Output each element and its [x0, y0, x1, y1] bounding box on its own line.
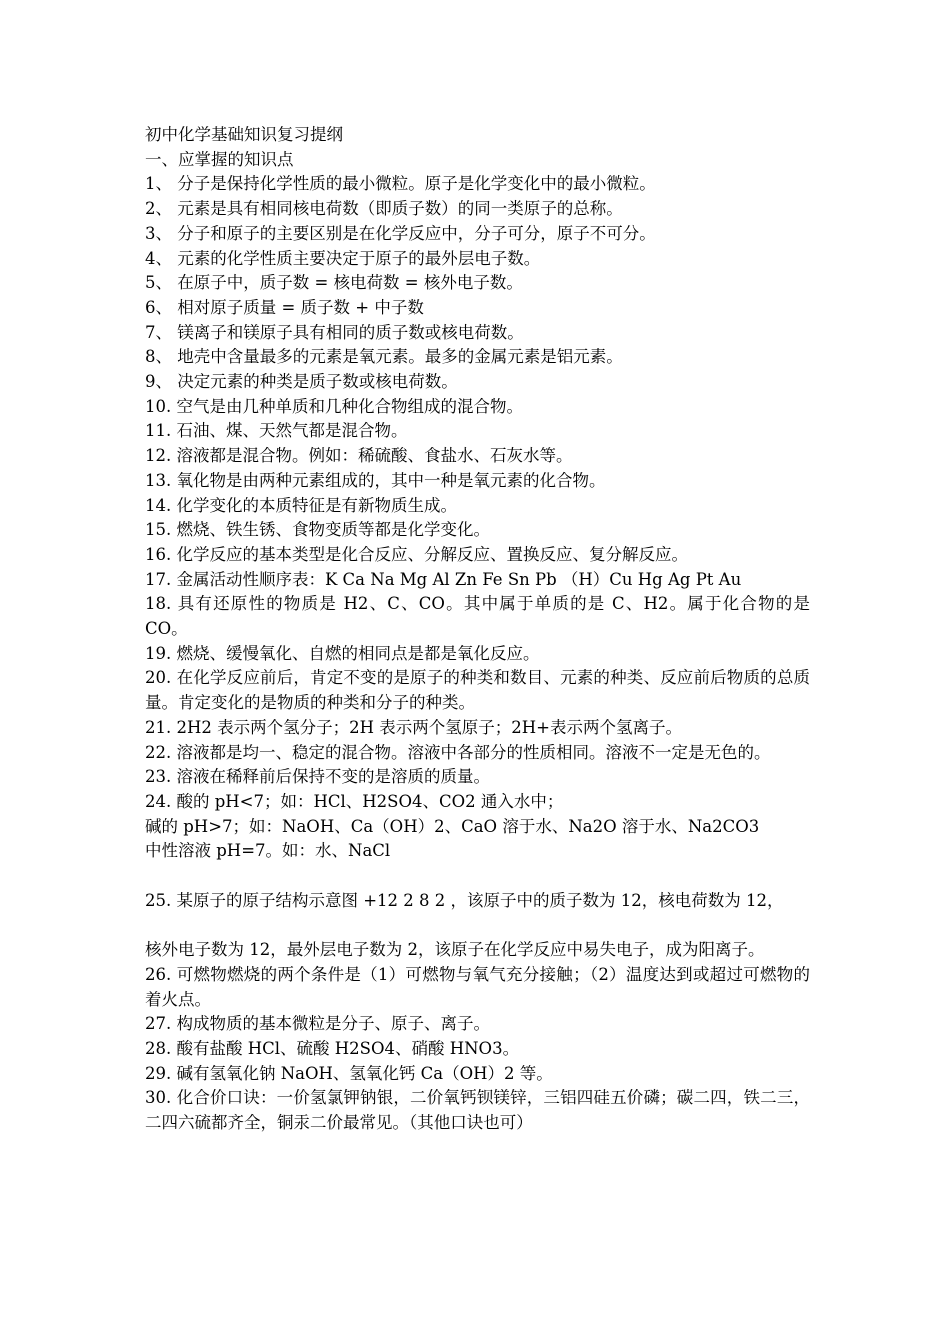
list-item: 26. 可燃物燃烧的两个条件是（1）可燃物与氧气充分接触；（2）温度达到或超过可燃物的着火点。 — [145, 964, 810, 1009]
list-item-continuation: 核外电子数为 12，最外层电子数为 2，该原子在化学反应中易失电子，成为阳离子。 — [145, 940, 765, 960]
list-item: 15. 燃烧、铁生锈、食物变质等都是化学变化。 — [145, 520, 490, 540]
blank-line — [145, 913, 810, 938]
list-item: 29. 碱有氢氧化钠 NaOH、氢氧化钙 Ca（OH）2 等。 — [145, 1063, 553, 1083]
list-item: 24. 酸的 pH<7；如：HCl、H2SO4、CO2 通入水中； — [145, 791, 564, 811]
list-item: 1、 分子是保持化学性质的最小微粒。原子是化学变化中的最小微粒。 — [145, 174, 656, 194]
list-item: 25. 某原子的原子结构示意图 +12 2 8 2 ，该原子中的质子数为 12，核电荷数为 12， — [145, 890, 784, 910]
list-item: 6、 相对原子质量 = 质子数 + 中子数 — [145, 297, 424, 317]
list-item: 18. 具有还原性的物质是 H2、C、CO。其中属于单质的是 C、H2。属于化合物的是 CO。 — [145, 594, 810, 639]
list-item: 27. 构成物质的基本微粒是分子、原子、离子。 — [145, 1014, 490, 1034]
list-item: 3、 分子和原子的主要区别是在化学反应中，分子可分，原子不可分。 — [145, 223, 656, 243]
list-item-continuation: 中性溶液 pH=7。如：水、NaCl — [145, 841, 391, 861]
blank-line — [145, 864, 810, 889]
list-item: 28. 酸有盐酸 HCl、硫酸 H2SO4、硝酸 HNO3。 — [145, 1038, 520, 1058]
list-item: 22. 溶液都是均一、稳定的混合物。溶液中各部分的性质相同。溶液不一定是无色的。 — [145, 742, 771, 762]
list-item: 12. 溶液都是混合物。例如：稀硫酸、食盐水、石灰水等。 — [145, 446, 573, 466]
list-item: 30. 化合价口诀：一价氢氯钾钠银，二价氧钙钡镁锌，三铝四硅五价磷；碳二四，铁二三，二四六硫都齐全，铜汞二价最常见。（其他口诀也可） — [145, 1088, 810, 1133]
list-item: 8、 地壳中含量最多的元素是氧元素。最多的金属元素是铝元素。 — [145, 347, 623, 367]
section-heading: 一、应掌握的知识点 — [145, 149, 294, 169]
list-item: 2、 元素是具有相同核电荷数（即质子数）的同一类原子的总称。 — [145, 199, 623, 219]
document-body — [145, 123, 810, 1136]
list-item: 14. 化学变化的本质特征是有新物质生成。 — [145, 495, 457, 515]
list-item: 23. 溶液在稀释前后保持不变的是溶质的质量。 — [145, 767, 490, 787]
list-item: 13. 氧化物是由两种元素组成的，其中一种是氧元素的化合物。 — [145, 470, 606, 490]
list-item: 21. 2H2 表示两个氢分子；2H 表示两个氢原子；2H+表示两个氢离子。 — [145, 717, 682, 737]
list-item: 9、 决定元素的种类是质子数或核电荷数。 — [145, 372, 458, 392]
list-item: 17. 金属活动性顺序表：K Ca Na Mg Al Zn Fe Sn Pb （H）Cu Hg Ag Pt Au — [145, 569, 742, 589]
list-item: 4、 元素的化学性质主要决定于原子的最外层电子数。 — [145, 248, 541, 268]
list-item: 5、 在原子中，质子数 = 核电荷数 = 核外电子数。 — [145, 273, 523, 293]
document-title: 初中化学基础知识复习提纲 — [145, 125, 343, 144]
list-item: 20. 在化学反应前后，肯定不变的是原子的种类和数目、元素的种类、反应前后物质的总质量。肯定变化的是物质的种类和分子的种类。 — [145, 668, 810, 713]
list-item: 10. 空气是由几种单质和几种化合物组成的混合物。 — [145, 396, 523, 416]
list-item: 16. 化学反应的基本类型是化合反应、分解反应、置换反应、复分解反应。 — [145, 544, 688, 564]
list-item-continuation: 碱的 pH>7；如：NaOH、Ca（OH）2、CaO 溶于水、Na2O 溶于水、Na2CO3 — [145, 816, 760, 836]
list-item: 11. 石油、煤、天然气都是混合物。 — [145, 421, 408, 441]
list-item: 7、 镁离子和镁原子具有相同的质子数或核电荷数。 — [145, 322, 524, 342]
list-item: 19. 燃烧、缓慢氧化、自燃的相同点是都是氧化反应。 — [145, 643, 540, 663]
